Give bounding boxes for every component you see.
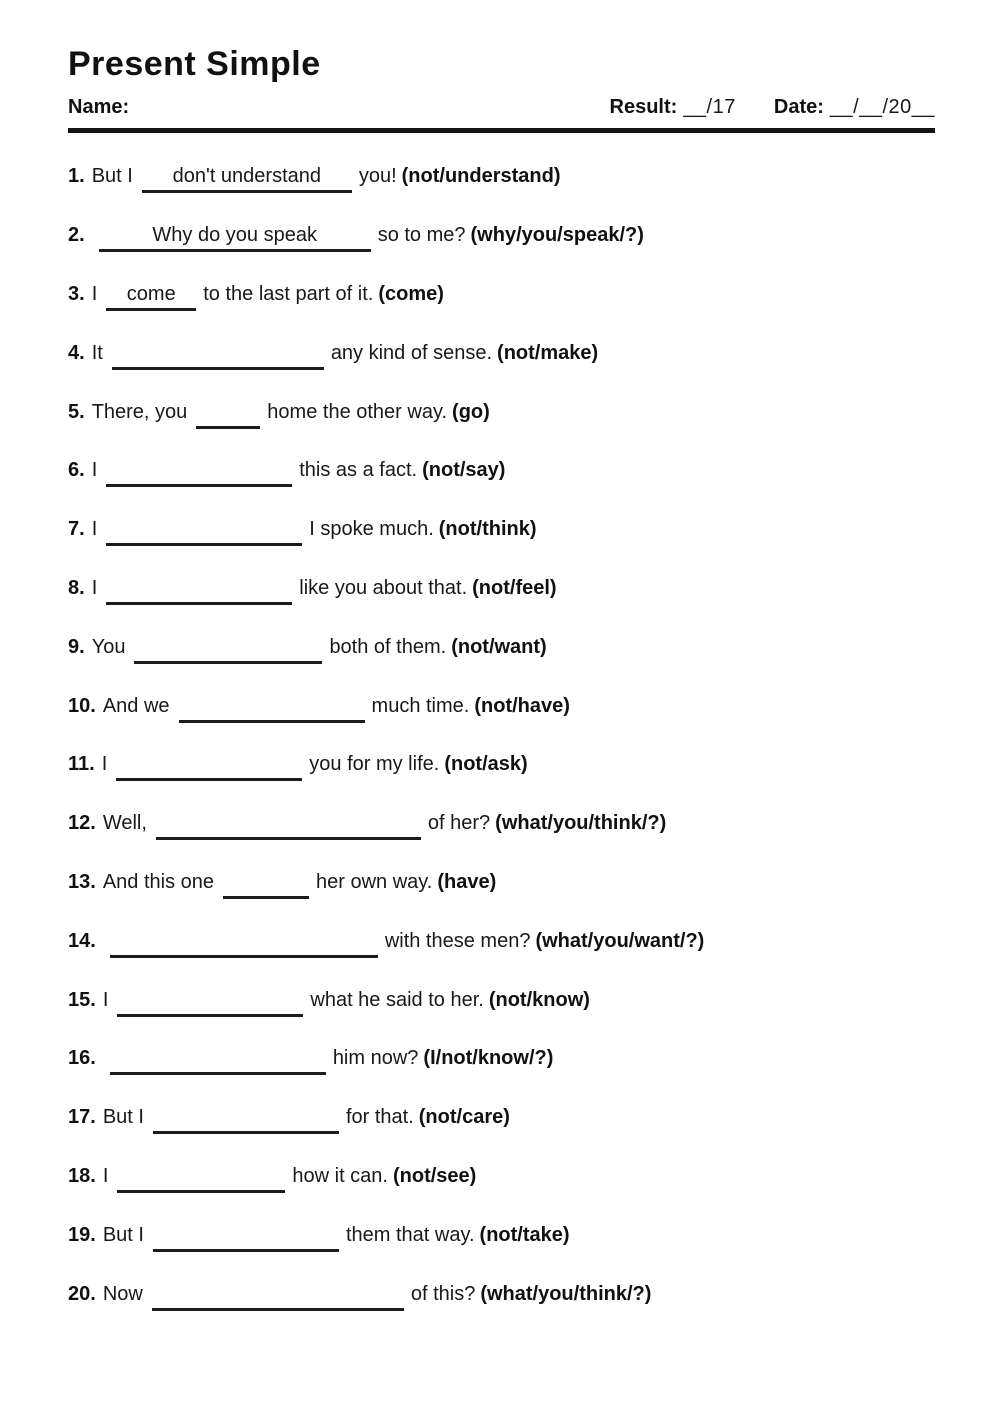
item-hint: (what/you/think/?) xyxy=(495,812,667,835)
answer-blank[interactable] xyxy=(152,1282,404,1311)
item-pre-text: Now xyxy=(102,1282,143,1305)
item-pre-text: But I xyxy=(102,1223,144,1246)
item-hint: (not/say) xyxy=(422,459,506,482)
item-post-text: to the last part of it. xyxy=(203,282,374,305)
answer-text xyxy=(208,989,214,1011)
exercise-item xyxy=(68,400,935,459)
item-number: 18. xyxy=(68,1164,96,1187)
answer-blank[interactable] xyxy=(117,988,303,1017)
answer-blank[interactable] xyxy=(142,164,352,193)
item-post-text: of this? xyxy=(410,1282,476,1305)
item-number: 20. xyxy=(68,1282,96,1305)
name-field xyxy=(68,96,129,119)
item-hint: (not/make) xyxy=(497,341,599,364)
exercise-item xyxy=(68,752,935,811)
item-pre-text: I xyxy=(91,576,98,599)
date-value[interactable]: __/__/20__ xyxy=(829,96,935,119)
answer-text xyxy=(226,636,232,658)
item-hint: (go) xyxy=(452,400,490,423)
exercise-item xyxy=(68,282,935,341)
item-number: 13. xyxy=(68,870,96,893)
item-hint: (not/have) xyxy=(474,694,570,717)
item-hint: (I/not/know/?) xyxy=(423,1047,554,1070)
item-post-text: him now? xyxy=(332,1047,419,1070)
answer-blank[interactable] xyxy=(134,635,322,664)
answer-blank[interactable] xyxy=(106,282,196,311)
exercise-list xyxy=(68,164,935,1340)
item-number: 1. xyxy=(68,165,85,188)
item-post-text: of her? xyxy=(427,812,491,835)
header-separator xyxy=(68,128,935,133)
date-field xyxy=(774,96,935,119)
answer-blank[interactable] xyxy=(112,341,324,370)
exercise-item xyxy=(68,1282,935,1341)
exercise-item xyxy=(68,988,935,1047)
item-post-text: like you about that. xyxy=(299,576,468,599)
result-label: Result: xyxy=(609,96,678,119)
answer-text xyxy=(243,1224,249,1246)
item-pre-text: I xyxy=(102,1164,109,1187)
item-pre-text: There, you xyxy=(91,400,188,423)
answer-text: Why do you speak xyxy=(152,224,317,247)
item-hint: (not/take) xyxy=(479,1223,570,1246)
item-hint: (have) xyxy=(437,870,497,893)
item-hint: (what/you/want/?) xyxy=(535,929,705,952)
item-post-text: them that way. xyxy=(345,1223,475,1246)
exercise-item xyxy=(68,458,935,517)
item-number: 9. xyxy=(68,635,85,658)
item-hint: (not/understand) xyxy=(401,165,561,188)
item-post-text: for that. xyxy=(345,1106,414,1129)
exercise-item xyxy=(68,517,935,576)
answer-blank[interactable] xyxy=(153,1223,339,1252)
item-pre-text: It xyxy=(91,341,103,364)
item-post-text: I spoke much. xyxy=(309,518,434,541)
exercise-item xyxy=(68,929,935,988)
item-post-text: her own way. xyxy=(316,870,433,893)
item-post-text: home the other way. xyxy=(267,400,448,423)
answer-blank[interactable] xyxy=(153,1105,339,1134)
answer-blank[interactable] xyxy=(106,576,292,605)
item-hint: (not/ask) xyxy=(444,753,528,776)
answer-text xyxy=(263,871,269,893)
meta-right-group xyxy=(610,96,935,119)
date-label: Date: xyxy=(773,96,824,119)
item-number: 3. xyxy=(68,282,85,305)
exercise-item xyxy=(68,1105,935,1164)
answer-text xyxy=(275,1283,281,1305)
answer-text xyxy=(241,930,247,952)
answer-blank[interactable] xyxy=(179,694,365,723)
item-pre-text: And this one xyxy=(102,870,215,893)
item-number: 14. xyxy=(68,929,96,952)
item-number: 4. xyxy=(68,341,85,364)
item-post-text: you! xyxy=(358,165,397,188)
answer-blank[interactable] xyxy=(106,517,302,546)
result-value[interactable]: __/17 xyxy=(683,96,736,119)
item-hint: (not/see) xyxy=(392,1164,477,1187)
item-post-text: with these men? xyxy=(384,929,531,952)
item-post-text: this as a fact. xyxy=(299,459,418,482)
answer-text: come xyxy=(126,282,176,305)
item-pre-text: I xyxy=(91,459,98,482)
item-number: 11. xyxy=(68,753,95,776)
answer-text: don't understand xyxy=(172,165,322,188)
exercise-item xyxy=(68,1046,935,1105)
answer-blank[interactable] xyxy=(110,929,378,958)
item-pre-text: I xyxy=(101,753,108,776)
answer-text xyxy=(286,812,292,834)
item-hint: (come) xyxy=(378,282,444,305)
answer-blank[interactable] xyxy=(116,752,302,781)
item-number: 19. xyxy=(68,1223,96,1246)
answer-text xyxy=(206,753,212,775)
answer-blank[interactable] xyxy=(223,870,309,899)
answer-text xyxy=(215,1047,221,1069)
item-number: 7. xyxy=(68,518,85,541)
exercise-item xyxy=(68,870,935,929)
item-post-text: what he said to her. xyxy=(310,988,484,1011)
answer-blank[interactable] xyxy=(110,1046,326,1075)
item-hint: (not/think) xyxy=(438,518,537,541)
answer-blank[interactable] xyxy=(99,223,371,252)
exercise-item xyxy=(68,576,935,635)
item-pre-text: You xyxy=(91,635,126,658)
exercise-item xyxy=(68,164,935,223)
exercise-item xyxy=(68,341,935,400)
item-pre-text: But I xyxy=(102,1106,144,1129)
item-hint: (why/you/speak/?) xyxy=(470,224,644,247)
answer-text xyxy=(269,695,275,717)
item-pre-text: I xyxy=(91,282,98,305)
answer-text xyxy=(243,1106,249,1128)
item-post-text: much time. xyxy=(371,694,470,717)
item-pre-text: But I xyxy=(91,165,133,188)
item-hint: (not/feel) xyxy=(472,576,557,599)
item-pre-text: And we xyxy=(102,694,170,717)
item-number: 8. xyxy=(68,576,85,599)
item-number: 12. xyxy=(68,812,96,835)
exercise-item xyxy=(68,1223,935,1282)
answer-text xyxy=(196,459,202,481)
item-hint: (not/care) xyxy=(418,1106,510,1129)
answer-text xyxy=(196,577,202,599)
exercise-item xyxy=(68,1164,935,1223)
item-number: 17. xyxy=(68,1106,96,1129)
item-number: 2. xyxy=(68,224,85,247)
item-hint: (not/know) xyxy=(488,988,590,1011)
exercise-item xyxy=(68,811,935,870)
item-post-text: you for my life. xyxy=(309,753,440,776)
worksheet-meta-row xyxy=(68,96,935,119)
answer-blank[interactable] xyxy=(106,458,292,487)
item-number: 10. xyxy=(68,694,96,717)
exercise-item xyxy=(68,223,935,282)
item-number: 5. xyxy=(68,400,85,423)
name-label: Name: xyxy=(68,96,130,119)
item-post-text: so to me? xyxy=(377,224,466,247)
item-hint: (what/you/think/?) xyxy=(480,1282,652,1305)
answer-blank[interactable] xyxy=(196,400,260,429)
answer-blank[interactable] xyxy=(117,1164,285,1193)
item-pre-text: I xyxy=(102,988,109,1011)
item-pre-text: I xyxy=(91,518,98,541)
result-field xyxy=(610,96,736,119)
item-post-text: any kind of sense. xyxy=(330,341,493,364)
answer-blank[interactable] xyxy=(156,811,421,840)
answer-text xyxy=(215,342,221,364)
item-pre-text: Well, xyxy=(102,812,147,835)
item-number: 6. xyxy=(68,459,85,482)
item-post-text: both of them. xyxy=(329,635,447,658)
exercise-item xyxy=(68,694,935,753)
answer-text xyxy=(199,1165,205,1187)
item-post-text: how it can. xyxy=(292,1164,388,1187)
item-number: 16. xyxy=(68,1047,96,1070)
item-hint: (not/want) xyxy=(451,635,547,658)
exercise-item xyxy=(68,635,935,694)
answer-text xyxy=(226,401,232,423)
item-number: 15. xyxy=(68,988,96,1011)
page-title: Present Simple xyxy=(68,45,321,83)
answer-text xyxy=(201,518,207,540)
